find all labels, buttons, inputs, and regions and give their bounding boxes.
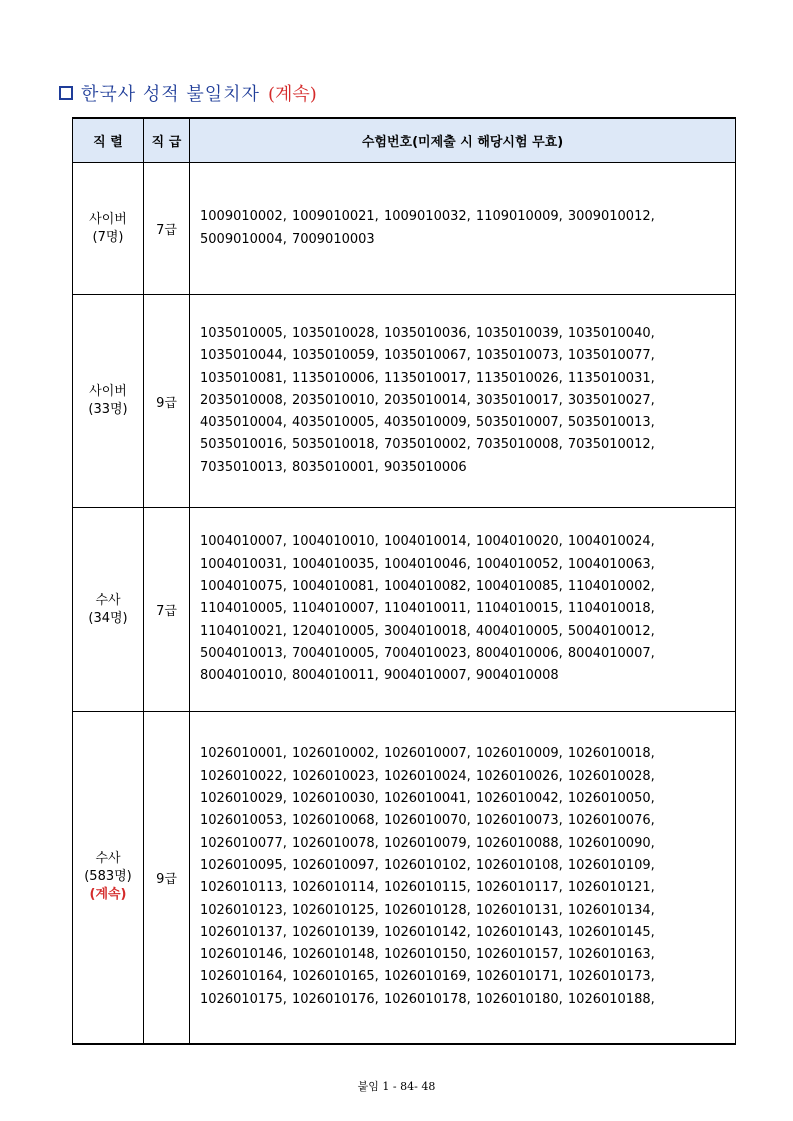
table-row [73,163,736,295]
table-header-row [73,118,736,163]
position-cell [73,163,144,295]
position-continued: (계속) [89,887,127,903]
position-count: (583명) [84,869,132,885]
heading-title: 한국사 성적 불일치자 [81,84,260,105]
heading-continued: (계속) [267,84,317,105]
grade-cell: 7급 [144,163,190,295]
position-name: 수사 [95,851,121,867]
table-row [73,508,736,712]
position-count: (34명) [88,610,128,626]
page-number: 붙임 1 - 84- 48 [357,1080,436,1093]
position-name: 사이버 [89,211,127,227]
table-row [73,712,736,1044]
position-count: (33명) [88,402,128,417]
position-cell [73,508,144,712]
grade-cell: 9급 [144,295,190,508]
square-bullet-icon [59,86,73,100]
header-grade: 직 급 [144,118,190,163]
position-name: 사이버 [89,384,127,399]
header-position: 직 렬 [73,118,144,163]
table-row [73,295,736,508]
position-cell [73,712,144,1044]
position-count: (7명) [92,229,124,245]
score-mismatch-table [72,117,736,1045]
exam-numbers-cell: 1026010001, 1026010002, 1026010007, 1026010009, 1026010018, 1026010022, 1026010023, 1026010024, 1026010026, 1026010028, 1026010029, 1026010030, 1026010041, 1026010042, 1026010050, 1026010053, 1026010068, 1026010070, 1026010073, 1026010076, 1026010077, 1026010078, 1026010079, 1026010088, 1026010090, 1026010095, 1026010097, 1026010102, 1026010108, 1026010109, 1026010113, 1026010114, 1026010115, 1026010117, 1026010121, 1026010123, 1026010125, 1026010128, 1026010131, 1026010134, 1026010137, 1026010139, 1026010142, 1026010143, 1026010145, 1026010146, 1026010148, 1026010150, 1026010157, 1026010163, 1026010164, 1026010165, 1026010169, 1026010171, 1026010173, 1026010175, 1026010176, 1026010178, 1026010180, 1026010188, [190,712,736,1044]
header-numbers: 수험번호(미제출 시 해당시험 무효) [190,118,736,163]
exam-numbers-cell: 1035010005, 1035010028, 1035010036, 1035010039, 1035010040, 1035010044, 1035010059, 1035010067, 1035010073, 1035010077, 1035010081, 1135010006, 1135010017, 1135010026, 1135010031, 2035010008, 2035010010, 2035010014, 3035010017, 3035010027, 4035010004, 4035010005, 4035010009, 5035010007, 5035010013, 5035010016, 5035010018, 7035010002, 7035010008, 7035010012, 7035010013, 8035010001, 9035010006 [190,295,736,508]
position-cell [73,295,144,508]
section-heading [59,80,317,106]
grade-cell: 7급 [144,508,190,712]
exam-numbers-cell: 1009010002, 1009010021, 1009010032, 1109010009, 3009010012, 5009010004, 7009010003 [190,163,736,295]
position-name: 수사 [95,592,121,608]
exam-numbers-cell: 1004010007, 1004010010, 1004010014, 1004010020, 1004010024, 1004010031, 1004010035, 1004010046, 1004010052, 1004010063, 1004010075, 1004010081, 1004010082, 1004010085, 1104010002, 1104010005, 1104010007, 1104010011, 1104010015, 1104010018, 1104010021, 1204010005, 3004010018, 4004010005, 5004010012, 5004010013, 7004010005, 7004010023, 8004010006, 8004010007, 8004010010, 8004010011, 9004010007, 9004010008 [190,508,736,712]
grade-cell: 9급 [144,712,190,1044]
